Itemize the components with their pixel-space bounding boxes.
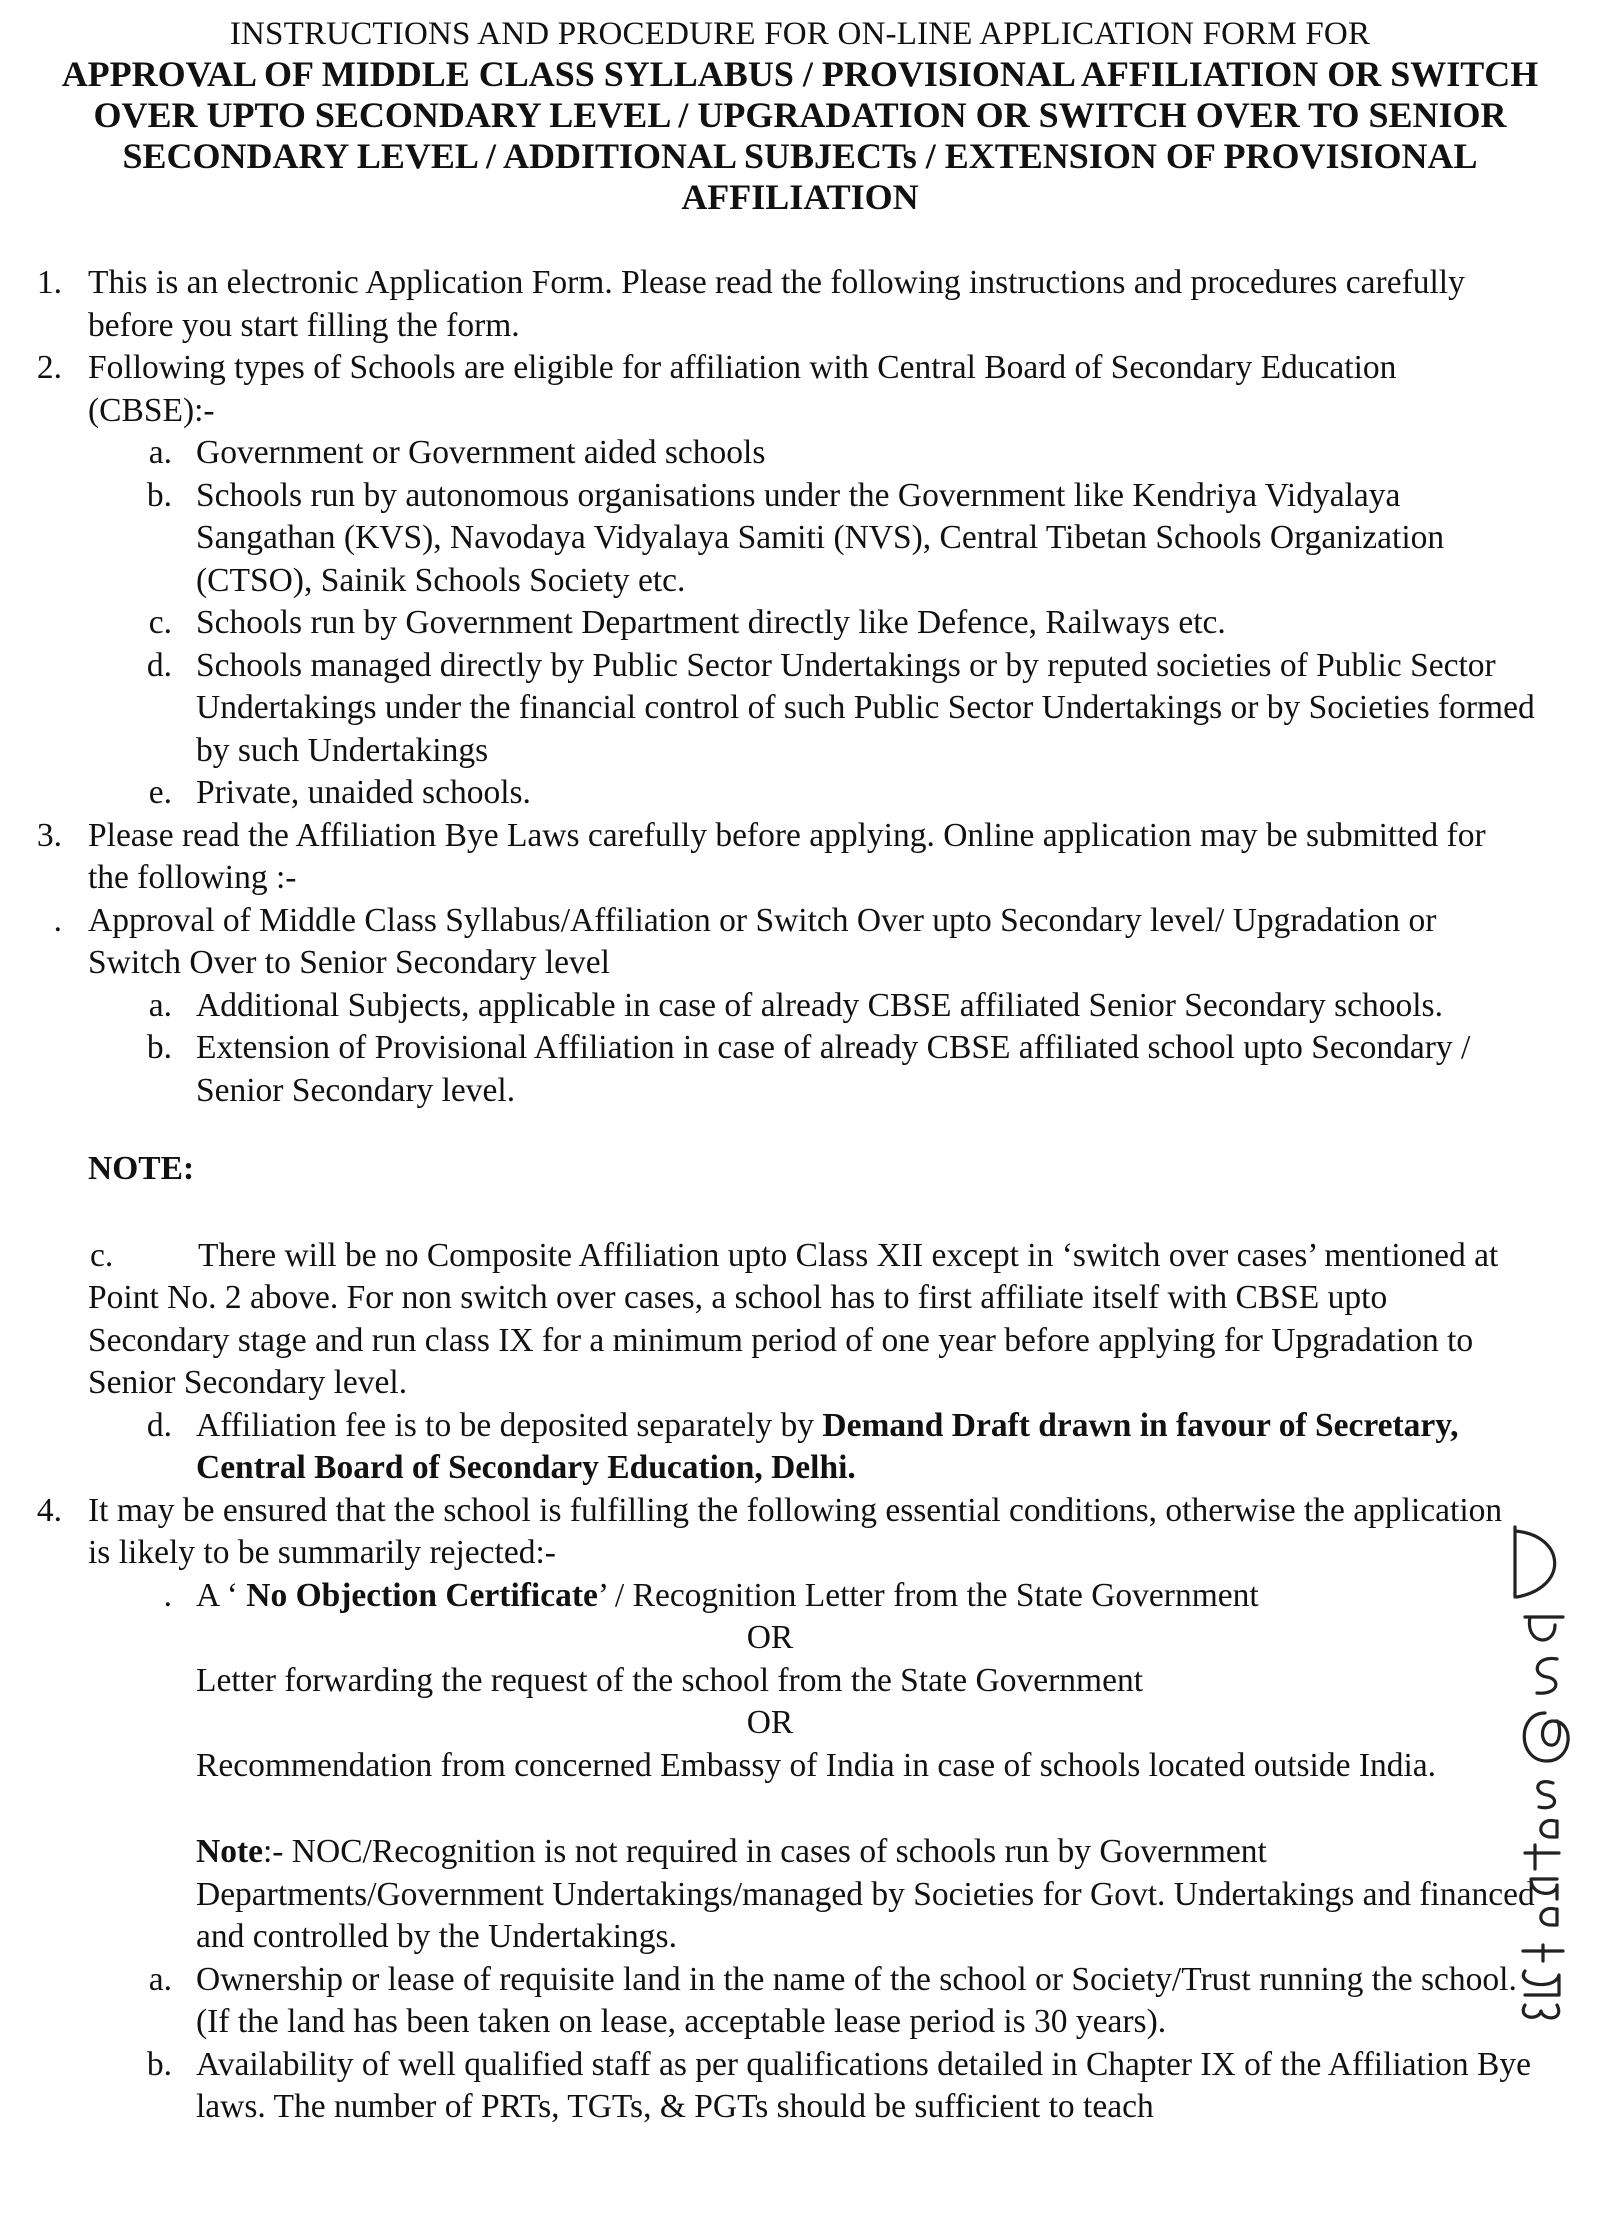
item-number: 2. <box>36 349 62 386</box>
noc-note-label: Note <box>196 1833 263 1870</box>
sub-item-text <box>196 1405 1536 1490</box>
sub-item-2c <box>0 602 1600 645</box>
item-number: 4. <box>36 1491 62 1529</box>
sub-item-label: e. <box>148 774 172 811</box>
item-text <box>88 815 1528 900</box>
bullet-item-3 <box>0 900 1600 985</box>
note-c-text: There will be no Composite Affiliation upto Class XII except in ‘switch over cases’ mentioned at Point No. 2 above. For non switch over cases, a school has to first affiliate itself with CBSE upto Secondary stage and run class IX for a minimum period of one year before applying for Upgradation to Senior Secondary level. <box>88 1236 1499 1401</box>
noc-text <box>196 1575 1536 1618</box>
bullet-item-4 <box>0 1575 1600 1618</box>
sub-item-2e <box>0 772 1600 815</box>
sub-item-label: d. <box>146 1406 172 1444</box>
sub-item-label: b. <box>146 1029 172 1066</box>
sub-item-2b <box>0 475 1600 603</box>
sub-item-label: a. <box>148 434 172 471</box>
sub-item-4a <box>0 1959 1600 2044</box>
sub-item-label: b. <box>146 2045 172 2083</box>
sub-item-3b <box>0 1027 1600 1112</box>
forwarding-letter-text: Letter forwarding the request of the school from the State Government <box>196 1661 1143 1699</box>
item-text-pre: Please read the <box>88 816 296 854</box>
noc-pre: A ‘ <box>196 1576 247 1614</box>
noc-note-text: :- NOC/Recognition is not required in cases of schools run by Government Departments/Government Undertakings/managed by Societies for Govt. Undertakings and financed and controlled by the Undertakings. <box>196 1833 1535 1955</box>
list-item-3 <box>0 815 1600 900</box>
item-text: Following types of Schools are eligible for affiliation with Central Board of Secondary Education (CBSE):- <box>88 349 1397 429</box>
sub-item-label: b. <box>146 476 172 514</box>
noc-post: ’ / Recognition Letter from the State Government <box>597 1576 1259 1614</box>
noc-bold: No Objection Certificate <box>246 1576 598 1614</box>
item-number: 1. <box>36 264 62 301</box>
sub-item-text: Ownership or lease of requisite land in the name of the school or Society/Trust running the school. (If the land has been taken on lease, acceptable lease period is 30 years). <box>196 1960 1517 2040</box>
note-item-d <box>0 1405 1600 1490</box>
sub-item-label: c. <box>148 604 172 641</box>
sub-item-2a <box>0 432 1600 475</box>
handwritten-signature <box>1495 1525 1585 2025</box>
sub-item-text: Schools run by autonomous organisations under the Government like Kendriya Vidyalaya Sangathan (KVS), Navodaya Vidyalaya Samiti (NVS), Central Tibetan Schools Organization (CTSO), Sainik Schools Society etc. <box>196 476 1445 599</box>
item-number: 3. <box>36 816 62 854</box>
note-paragraph-c <box>88 1235 1536 1405</box>
sub-item-text: Availability of well qualified staff as per qualifications detailed in Chapter IX of the Affiliation Bye laws. The number of PRTs, TGTs, & PGTs should be sufficient to teach <box>196 2045 1531 2125</box>
or-separator-1: OR <box>746 1619 794 1656</box>
bullet-marker: . <box>163 1576 172 1614</box>
sub-item-label: a. <box>148 986 172 1024</box>
sub-item-4b <box>0 2044 1600 2129</box>
noc-note <box>196 1831 1536 1959</box>
list-item-4 <box>0 1490 1600 1575</box>
sub-item-2d <box>0 645 1600 773</box>
sub-item-label: a. <box>148 1960 172 1998</box>
item-text: It may be ensured that the school is fulfilling the following essential conditions, otherwise the application is likely to be summarily rejected:- <box>88 1491 1503 1571</box>
note-d-text: Affiliation fee is to be deposited separately by <box>196 1406 823 1444</box>
bullet-marker: . <box>53 901 62 939</box>
document-title <box>0 0 1600 218</box>
item-text: This is an electronic Application Form. Please read the following instructions and procedures carefully before you start filling the form. <box>88 264 1465 344</box>
sub-item-text: Private, unaided schools. <box>196 774 531 811</box>
sub-item-text: Schools run by Government Department directly like Defence, Railways etc. <box>196 604 1226 641</box>
list-item-1 <box>0 262 1600 347</box>
sub-item-text: Schools managed directly by Public Sector Undertakings or by reputed societies of Public Sector Undertakings under the financial control of such Public Sector Undertakings or by Societies formed by such Undertakings <box>196 646 1535 769</box>
title-line-5: AFFILIATION <box>681 177 919 217</box>
item-text-post: carefully before applying. Online application may be submitted for the following :- <box>88 816 1486 896</box>
sub-item-3a <box>0 985 1600 1028</box>
sub-item-text: Extension of Provisional Affiliation in case of already CBSE affiliated school upto Secondary / Senior Secondary level. <box>196 1029 1471 1109</box>
list-item-2 <box>0 347 1600 432</box>
sub-item-text: Government or Government aided schools <box>196 434 766 471</box>
embassy-recommendation-text: Recommendation from concerned Embassy of India in case of schools located outside India. <box>196 1746 1437 1784</box>
note-heading: NOTE: <box>88 1150 195 1187</box>
title-line-4: SECONDARY LEVEL / ADDITIONAL SUBJECTs / EXTENSION OF PROVISIONAL <box>122 136 1478 176</box>
note-c-label: c. <box>90 1236 114 1274</box>
title-line-3: OVER UPTO SECONDARY LEVEL / UPGRADATION OR SWITCH OVER TO SENIOR <box>93 95 1507 135</box>
title-line-2: APPROVAL OF MIDDLE CLASS SYLLABUS / PROVISIONAL AFFILIATION OR SWITCH <box>61 54 1539 94</box>
or-separator-2: OR <box>746 1704 794 1741</box>
bullet-text: Approval of Middle Class Syllabus/Affiliation or Switch Over upto Secondary level/ Upgradation or Switch Over to Senior Secondary level <box>88 901 1437 981</box>
title-line-1: INSTRUCTIONS AND PROCEDURE FOR ON-LINE APPLICATION FORM FOR <box>229 16 1371 52</box>
sub-item-text: Additional Subjects, applicable in case of already CBSE affiliated Senior Secondary schools. <box>196 986 1443 1024</box>
instructions-list <box>0 262 1600 2129</box>
affiliation-bye-laws-link[interactable]: Affiliation Bye Laws <box>295 816 580 854</box>
demand-draft-text: Demand Draft drawn in favour of Secretary, Central Board of Secondary Education, Delhi. <box>196 1406 1459 1486</box>
sub-item-label: d. <box>146 646 172 684</box>
